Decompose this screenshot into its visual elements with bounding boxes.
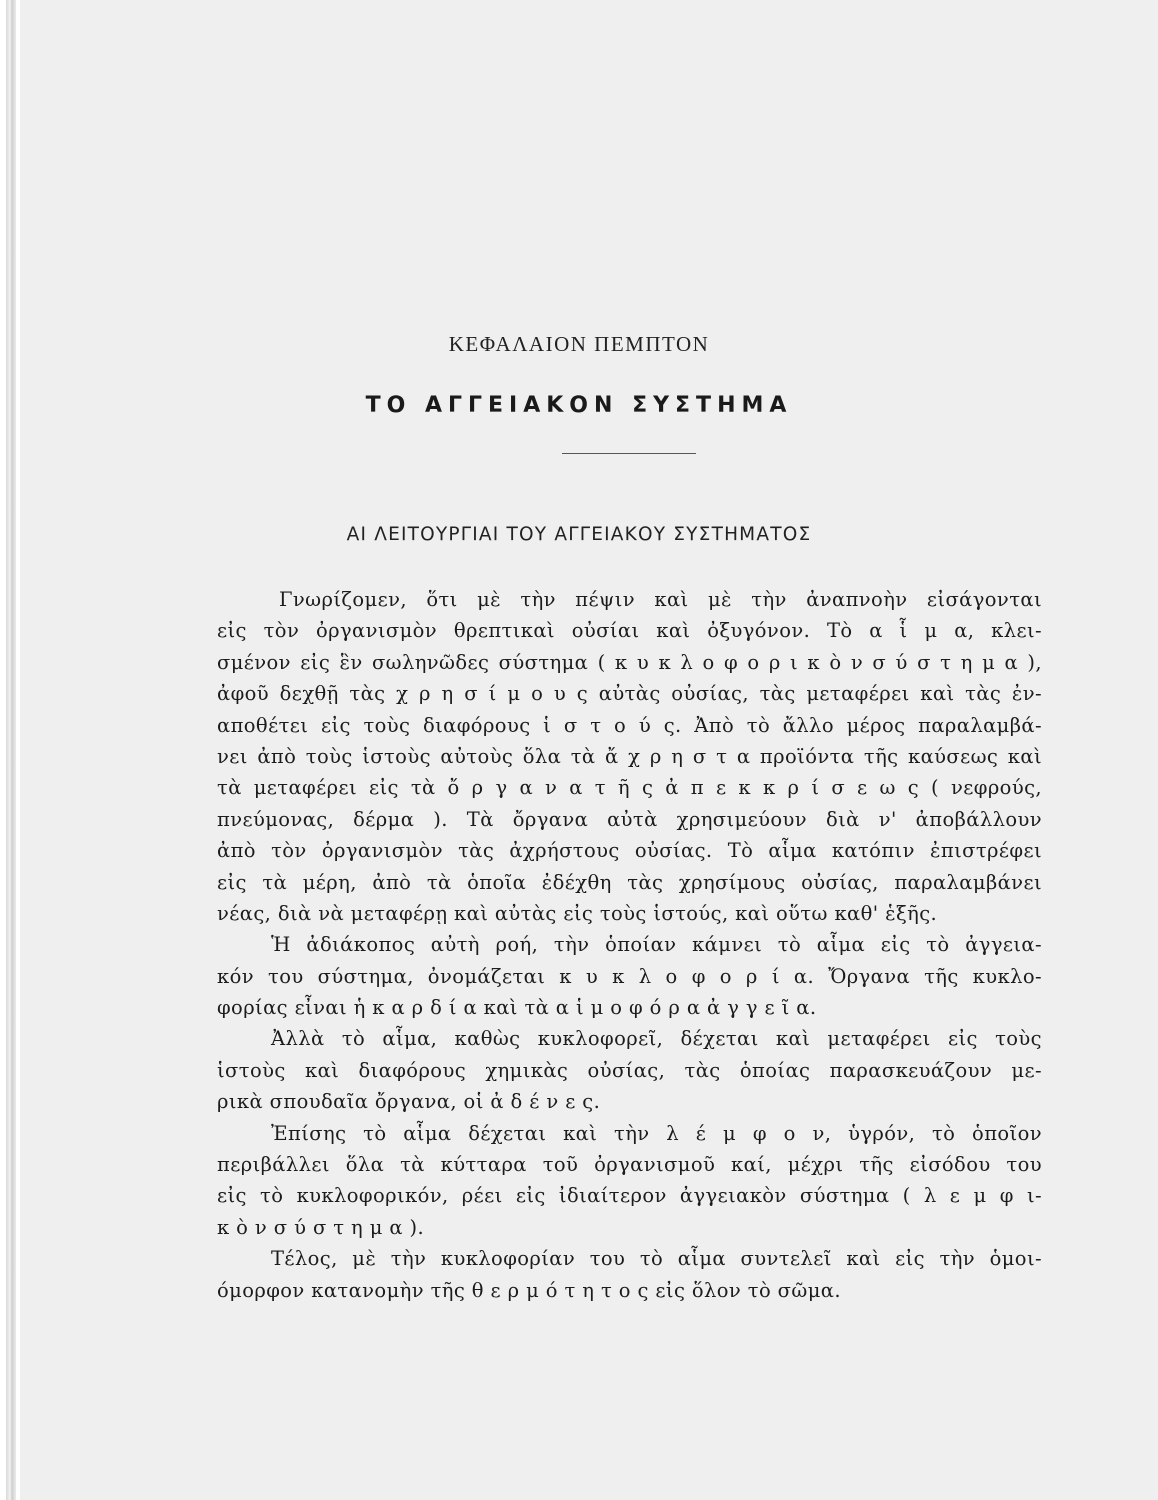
text-line: αποθέτει εἰς τοὺς διαφόρους ἱ σ τ ο ύ ς. Ἀπὸ τὸ ἄλλο μέρος παραλαμβά-	[217, 713, 1042, 737]
text-line: Ἀλλὰ τὸ αἷμα, καθὼς κυκλοφορεῖ, δέχεται καὶ μεταφέρει εἰς τοὺς	[271, 1027, 1042, 1051]
text-line: φορίας εἶναι ἡ κ α ρ δ ί α καὶ τὰ α ἱ μ ο φ ό ρ α ἀ γ γ ε ῖ α.	[217, 996, 817, 1020]
text-line: Ἡ ἀδιάκοπος αὐτὴ ροή, τὴν ὁποίαν κάμνει τὸ αἷμα εἰς τὸ ἀγγεια-	[271, 933, 1042, 957]
chapter-label: ΚΕΦΑΛΑΙΟΝ ΠΕΜΠΤΟΝ	[448, 332, 710, 356]
page-edge	[6, 0, 16, 1500]
text-line: νέας, διὰ νὰ μεταφέρῃ καὶ αὐτὰς εἰς τοὺς ἱστούς, καὶ οὕτω καθ' ἑξῆς.	[217, 901, 938, 925]
text-line: κόν του σύστημα, ὀνομάζεται κ υ κ λ ο φ ο ρ ί α. Ὄργανα τῆς κυκλο-	[217, 964, 1042, 988]
section-heading: ΑΙ ΛΕΙΤΟΥΡΓΙΑΙ ΤΟΥ ΑΓΓΕΙΑΚΟΥ ΣΥΣΤΗΜΑΤΟΣ	[346, 524, 812, 545]
text-line: Ἐπίσης τὸ αἷμα δέχεται καὶ τὴν λ έ μ φ ο ν, ὑγρόν, τὸ ὁποῖον	[271, 1121, 1042, 1145]
text-line: ἀπὸ τὸν ὀργανισμὸν τὰς ἀχρήστους οὐσίας. Τὸ αἷμα κατόπιν ἐπιστρέφει	[217, 839, 1042, 863]
text-line: Τέλος, μὲ τὴν κυκλοφορίαν του τὸ αἷμα συντελεῖ καὶ εἰς τὴν ὁμοι-	[271, 1247, 1042, 1271]
text-line: ἱστοὺς καὶ διαφόρους χημικὰς οὐσίας, τὰς ὁποίας παρασκευάζουν με-	[217, 1058, 1042, 1082]
text-line: εἰς τὰ μέρη, ἀπὸ τὰ ὁποῖα ἐδέχθη τὰς χρησίμους οὐσίας, παραλαμβάνει	[217, 870, 1042, 894]
text-line: κ ὸ ν σ ύ σ τ η μ α ).	[217, 1215, 425, 1239]
text-line: ἀφοῦ δεχθῇ τὰς χ ρ η σ ί μ ο υ ς αὐτὰς οὐσίας, τὰς μεταφέρει καὶ τὰς ἐν-	[217, 682, 1042, 706]
text-line: εἰς τὸν ὀργανισμὸν θρεπτικαὶ οὐσίαι καὶ ὀξυγόνον. Τὸ α ἷ μ α, κλει-	[217, 619, 1042, 643]
text-line: περιβάλλει ὅλα τὰ κύτταρα τοῦ ὀργανισμοῦ καί, μέχρι τῆς εἰσόδου του	[217, 1153, 1042, 1177]
title-divider	[562, 453, 696, 454]
text-line: τὰ μεταφέρει εἰς τὰ ὄ ρ γ α ν α τ ῆ ς ἀ π ε κ κ ρ ί σ ε ω ς ( νεφρούς,	[217, 776, 1042, 800]
text-line: νει ἀπὸ τοὺς ἱστοὺς αὐτοὺς ὅλα τὰ ἄ χ ρ η σ τ α προϊόντα τῆς καύσεως καὶ	[217, 744, 1042, 768]
text-line: Γνωρίζομεν, ὅτι μὲ τὴν πέψιν καὶ μὲ τὴν ἀναπνοὴν εἰσάγονται	[279, 588, 1042, 611]
chapter-title: ΤΟ ΑΓΓΕΙΑΚΟΝ ΣΥΣΤΗΜΑ	[365, 393, 793, 418]
text-line: εἰς τὸ κυκλοφορικόν, ρέει εἰς ἰδιαίτερον ἀγγειακὸν σύστημα ( λ ε μ φ ι-	[217, 1184, 1042, 1208]
text-line: σμένον εἰς ἓν σωληνῶδες σύστημα ( κ υ κ λ ο φ ο ρ ι κ ὸ ν σ ύ σ τ η μ α ),	[217, 650, 1042, 674]
body-text	[217, 584, 1042, 1306]
text-line: όμορφον κατανομὴν τῆς θ ε ρ μ ό τ η τ ο ς εἰς ὅλον τὸ σῶμα.	[217, 1278, 841, 1302]
text-line: πνεύμονας, δέρμα ). Τὰ ὄργανα αὐτὰ χρησιμεύουν διὰ ν' ἀποβάλλουν	[217, 807, 1042, 831]
text-line: ρικὰ σπουδαῖα ὄργανα, οἱ ἀ δ έ ν ε ς.	[217, 1090, 601, 1114]
